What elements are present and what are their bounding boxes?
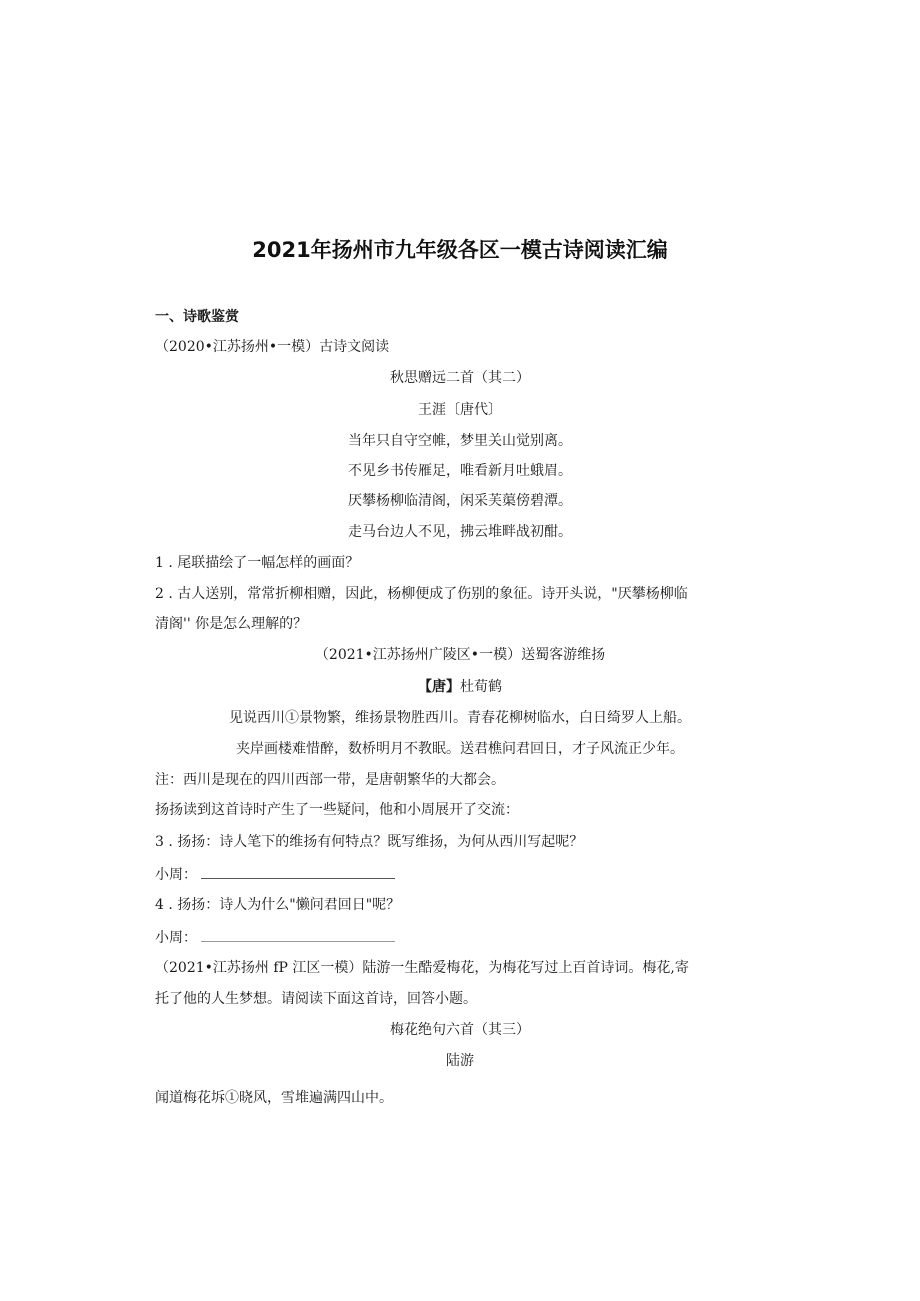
poem1-title: 秋思赠远二首（其二）	[390, 370, 530, 386]
poem1-source: （2020•江苏扬州•一模）古诗文阅读	[155, 339, 390, 355]
poem2-intro: 扬扬读到这首诗时产生了一些疑问，他和小周展开了交流：	[155, 802, 519, 818]
poem2-author-dynasty: 【唐】	[418, 679, 460, 695]
poem3-source-line-2: 托了他的人生梦想。请阅读下面这首诗，回答小题。	[155, 991, 477, 1007]
poem3-line-1: 闻道梅花坼①晓风，雪堆遍满四山中。	[155, 1090, 393, 1106]
question-3: 3 . 扬扬：诗人笔下的维扬有何特点？既写维扬，为何从西川写起呢？	[155, 834, 584, 850]
poem1-line-3: 厌攀杨柳临清阁，闲采芙蕖傍碧潭。	[348, 493, 572, 509]
poem1-line-1: 当年只自守空帷，梦里关山觉别离。	[348, 433, 572, 449]
section-heading: 一、诗歌鉴赏	[155, 309, 239, 325]
poem2-author	[155, 677, 765, 697]
document-title: 2021年扬州市九年级各区一模古诗阅读汇编	[252, 238, 668, 262]
poem2-note: 注：西川是现在的四川西部一带，是唐朝繁华的大都会。	[155, 772, 505, 788]
poem1-line-2: 不见乡书传雁足，唯看新月吐蛾眉。	[348, 463, 572, 479]
poem2-line-1: 见说西川①景物繁，维扬景物胜西川。青春花柳树临水，白日绮罗人上船。	[229, 710, 691, 726]
poem2-line-2: 夹岸画楼难惜醉，数桥明月不教眠。送君樵问君回日，才子风流正少年。	[236, 741, 684, 757]
question-1: 1 . 尾联描绘了一幅怎样的画面？	[155, 555, 360, 571]
answer-4-row	[155, 927, 765, 948]
poem3-source-line-1: （2021•江苏扬州 fP 江区一模）陆游一生酷爱梅花，为梅花写过上百首诗词。梅花,寄	[155, 960, 689, 976]
poem2-source: （2021•江苏扬州广陵区•一模）送蜀客游维扬	[314, 647, 606, 663]
answer-3-row	[155, 864, 765, 885]
answer-4-label: 小周：	[155, 930, 197, 946]
answer-3-label: 小周：	[155, 867, 197, 883]
poem3-title: 梅花绝句六首（其三）	[390, 1022, 530, 1038]
question-2-line-2: 清阁'' 你是怎么理解的？	[155, 616, 308, 632]
question-2-line-1: 2 . 古人送别，常常折柳相赠，因此，杨柳便成了伤别的象征。诗开头说，"厌攀杨柳临	[155, 586, 688, 602]
question-4: 4 . 扬扬：诗人为什么"懒问君回日"呢？	[155, 897, 401, 913]
answer-4-blank[interactable]	[201, 927, 395, 942]
poem1-line-4: 走马台边人不见，拂云堆畔战初酣。	[348, 524, 572, 540]
poem1-author: 王涯〔唐代〕	[418, 402, 502, 418]
answer-3-blank[interactable]	[201, 864, 395, 879]
poem3-author: 陆游	[446, 1053, 474, 1069]
poem2-author-name: 杜荀鹤	[460, 679, 502, 695]
